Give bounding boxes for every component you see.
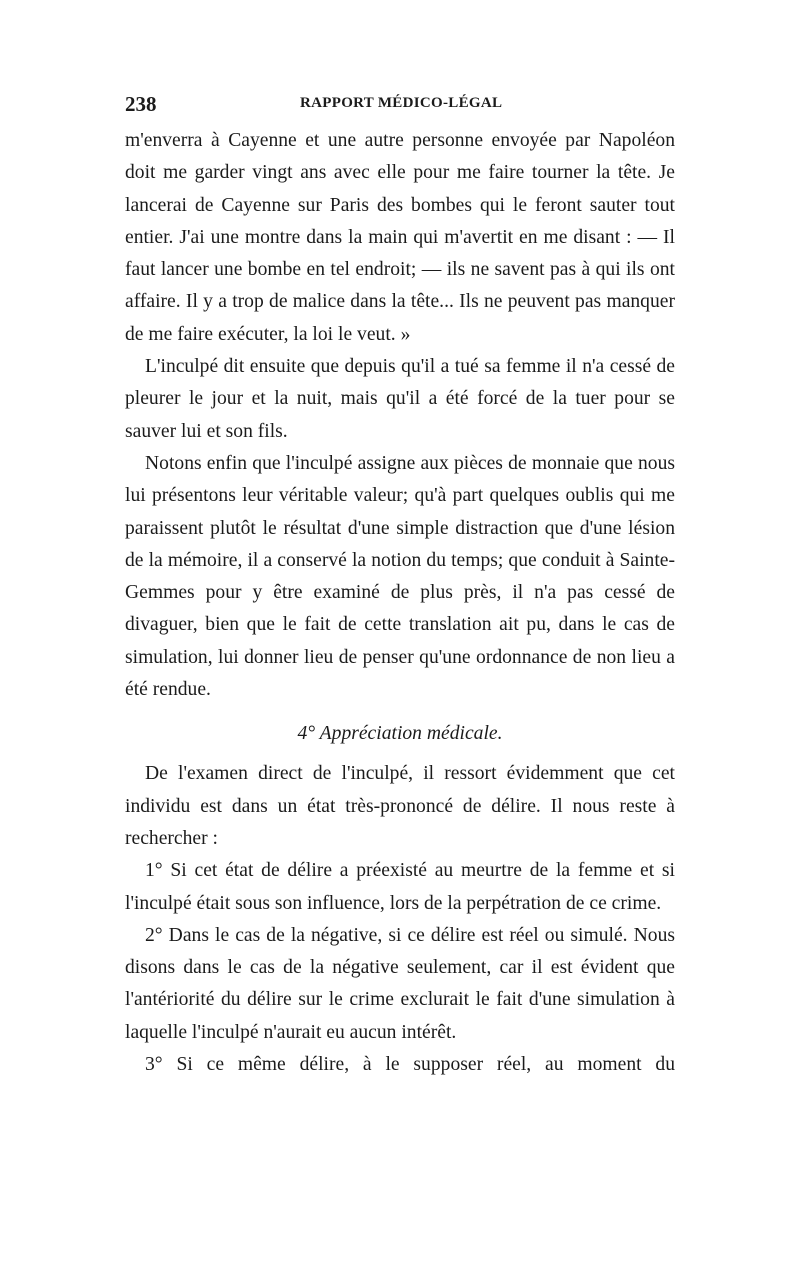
running-title: RAPPORT MÉDICO-LÉGAL (300, 95, 503, 111)
paragraph-point-1: 1° Si cet état de délire a préexisté au meurtre de la femme et si l'inculpé était sous son influence, lors de la perpétration de ce crime. (125, 860, 675, 914)
paragraph-inculpe-pleurer: L'inculpé dit ensuite que depuis qu'il a tué sa femme il n'a cessé de pleurer le jour et la nuit, mais qu'il a été forcé de la tuer pour se sauver lui et son fils. (125, 356, 675, 442)
paragraph-point-2: 2° Dans le cas de la négative, si ce délire est réel ou simulé. Nous disons dans le cas de la négative seulement, car il est évident que l'antériorité du délire sur le crime exclurait le fait d'une simulation à laquelle l'inculpé n'aurait eu aucun intérêt. (125, 924, 675, 1043)
paragraph-continuation: m'enverra à Cayenne et une autre personne envoyée par Napoléon doit me garder vingt ans avec elle pour me faire tourner la tête. Je lancerai de Cayenne sur Paris des bombes qui le feront sauter tout entier. J'ai une montre dans la main qui m'avertit en me disant : — Il faut lancer une bombe en tel endroit; — ils ne savent pas à qui ils ont affaire. Il y a trop de malice dans la tête... Ils ne peuvent pas manquer de me faire exécuter, la loi le veut. » (125, 130, 675, 345)
body-text (125, 125, 675, 1081)
page-number: 238 (125, 92, 157, 116)
paragraph-point-3: 3° Si ce même délire, à le supposer réel, au moment du (145, 1054, 675, 1076)
section-heading: 4° Appréciation médicale. (297, 723, 503, 745)
paragraph-notons-enfin: Notons enfin que l'inculpé assigne aux pièces de monnaie que nous lui présentons leur véritable valeur; qu'à part quelques oublis qui me paraissent plutôt le résultat d'une simple distraction que d'une lésion de la mémoire, il a conservé la notion du temps; que conduit à Sainte-Gemmes pour y être examiné de plus près, il n'a pas cessé de divaguer, bien que le fait de cette translation ait pu, dans le cas de simulation, lui donner lieu de penser qu'une ordonnance de non lieu a été rendue. (125, 452, 675, 701)
page-header (125, 92, 675, 118)
paragraph-examen-direct: De l'examen direct de l'inculpé, il ressort évidemment que cet individu est dans un état très-prononcé de délire. Il nous reste à rechercher : (125, 763, 675, 849)
